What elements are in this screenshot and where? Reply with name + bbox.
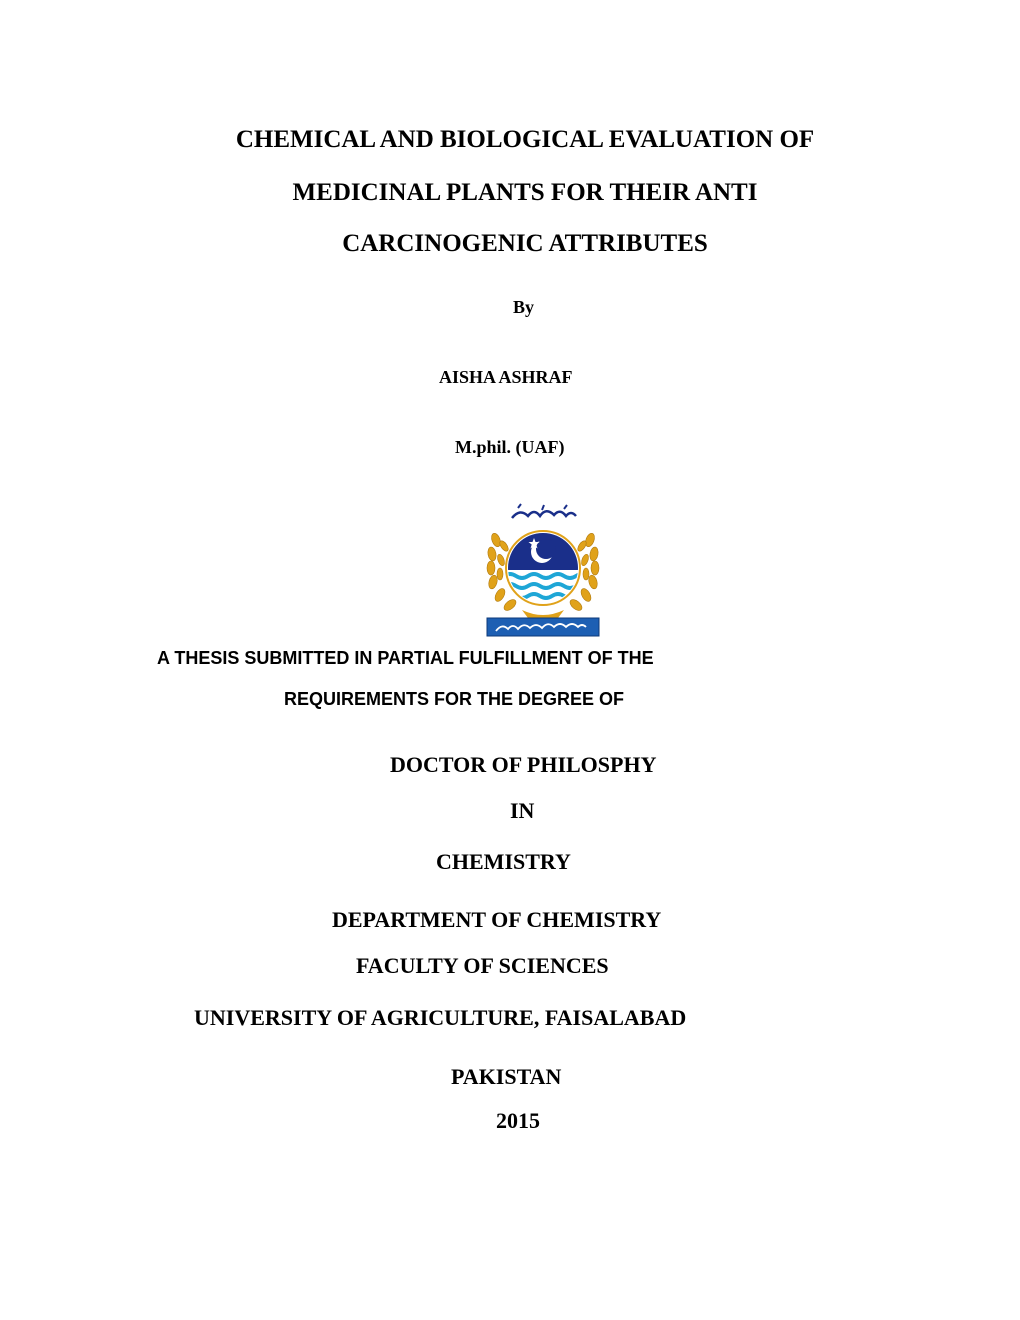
submission-statement-line-2: REQUIREMENTS FOR THE DEGREE OF [284,689,625,709]
country-name: PAKISTAN [451,1064,562,1089]
subject-name: CHEMISTRY [436,849,571,874]
university-crest-logo [482,500,604,640]
by-label: By [513,297,535,317]
university-name: UNIVERSITY OF AGRICULTURE, FAISALABAD [194,1005,687,1030]
thesis-title-line-1: CHEMICAL AND BIOLOGICAL EVALUATION OF [235,126,815,153]
thesis-title-line-2: MEDICINAL PLANTS FOR THEIR ANTI [292,179,758,206]
faculty-name: FACULTY OF SCIENCES [356,953,609,978]
in-label: IN [510,798,535,823]
department-name: DEPARTMENT OF CHEMISTRY [332,907,662,932]
degree-title: DOCTOR OF PHILOSPHY [390,752,657,777]
submission-year: 2015 [496,1108,540,1133]
thesis-title-line-3: CARCINOGENIC ATTRIBUTES [342,230,708,257]
submission-statement-line-1: A THESIS SUBMITTED IN PARTIAL FULFILLMENT OF THE [157,648,654,668]
author-name: AISHA ASHRAF [439,367,573,387]
author-degree: M.phil. (UAF) [455,437,565,457]
